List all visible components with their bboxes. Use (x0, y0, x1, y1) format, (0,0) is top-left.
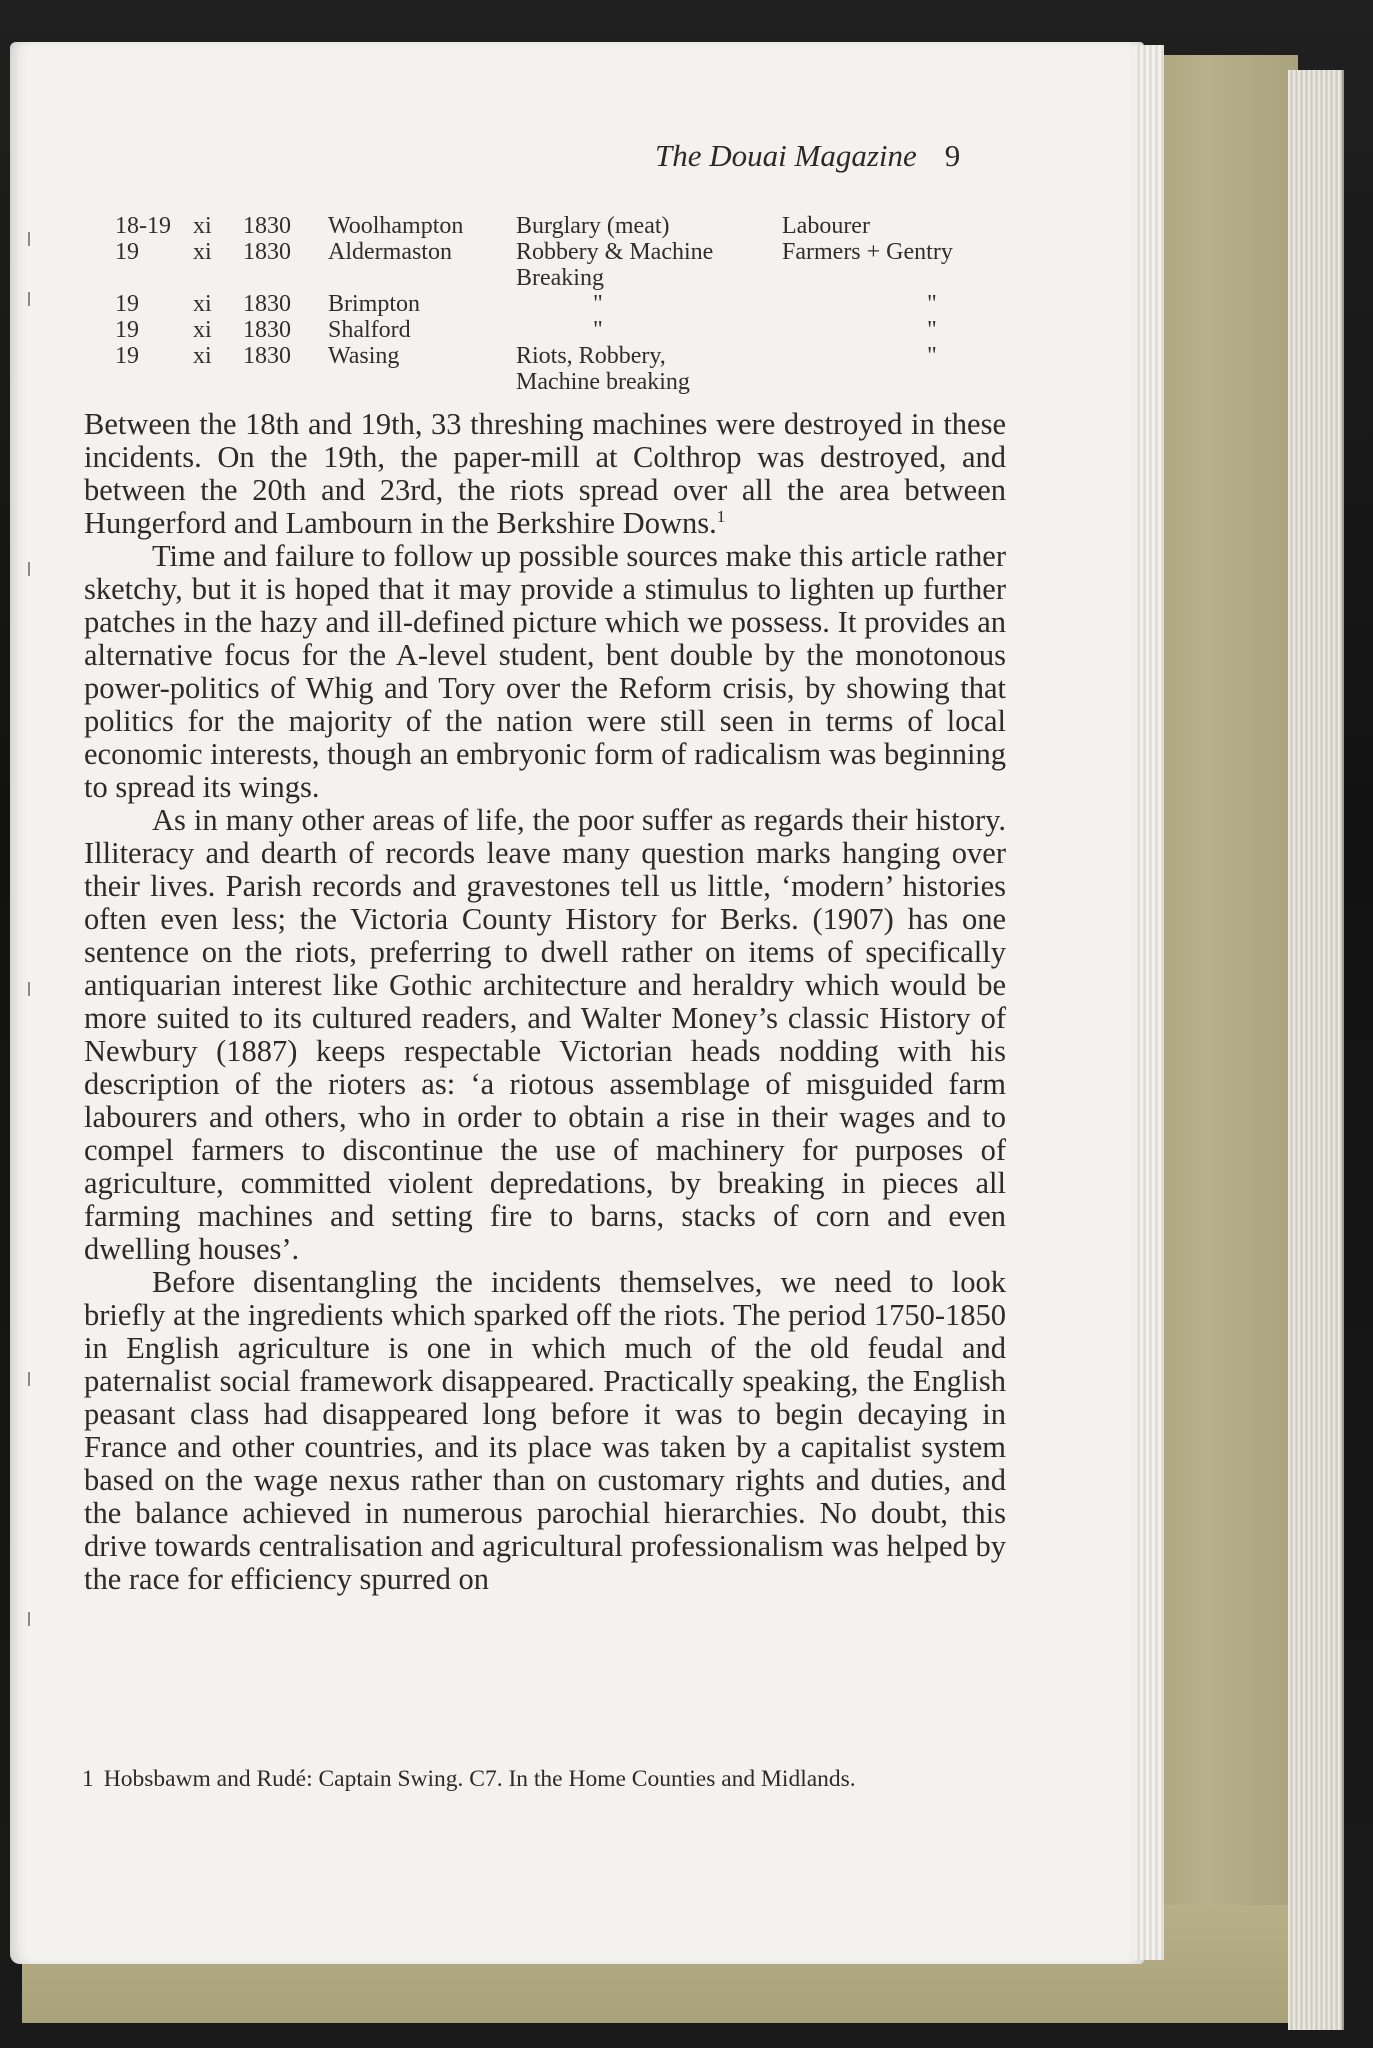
row-date: 19 (115, 291, 139, 317)
row-year: 1830 (243, 317, 291, 343)
row-month: xi (193, 291, 212, 317)
row-victims: Farmers + Gentry (782, 239, 953, 265)
page-number: 9 (944, 138, 961, 173)
row-year: 1830 (243, 239, 291, 265)
running-header (655, 138, 960, 174)
row-place: Brimpton (328, 291, 421, 317)
page-edges (1288, 70, 1344, 2030)
incidents-table (115, 213, 1015, 395)
footnote (82, 1766, 856, 1793)
row-crime-ditto: " (593, 291, 603, 317)
table-row (115, 343, 1015, 395)
row-crime: Burglary (meat) (516, 213, 670, 239)
row-date: 19 (115, 343, 139, 369)
row-victims: Labourer (782, 213, 870, 239)
row-year: 1830 (243, 343, 291, 369)
footnote-mark: 1 (82, 1766, 94, 1792)
row-crime-continued: Breaking (516, 265, 604, 291)
table-row (115, 317, 1015, 343)
paragraph-text: Between the 18th and 19th, 33 threshing machines were destroyed in these incidents. On the 19th, the paper-mill at Colthrop was destroyed, and between the 20th and 23rd, the riots spread over all the area between Hungerford and Lambourn in the Berkshire Downs. (84, 407, 1006, 540)
gutter-mark (28, 1372, 30, 1386)
paragraph: As in many other areas of life, the poor suffer as regards their history. Illiteracy and dearth of records leave many question marks hanging over their lives. Parish records and gravestones tell us little, ‘modern’ histories often even less; the Victoria County History for Berks. (1907) has one sentence on the riots, preferring to dwell rather on items of specifically antiquarian interest like Gothic architecture and heraldry which would be more suited to its cultured readers, and Walter Money’s classic History of Newbury (1887) keeps respectable Victorian heads nodding with his description of the rioters as: ‘a riotous assemblage of misguided farm labourers and others, who in order to obtain a rise in their wages and to compel farmers to discontinue the use of machinery for purposes of agriculture, committed violent depredations, by breaking in pieces all farming machines and setting fire to barns, stacks of corn and even dwelling houses’. (84, 803, 1006, 1266)
row-year: 1830 (243, 291, 291, 317)
row-place: Aldermaston (328, 239, 452, 265)
gutter-mark (28, 562, 30, 576)
gutter-mark (28, 1612, 30, 1626)
row-crime-continued: Machine breaking (516, 369, 690, 395)
row-place: Wasing (328, 343, 400, 369)
row-month: xi (193, 343, 212, 369)
row-place: Woolhampton (328, 213, 464, 239)
row-victims-ditto: " (927, 317, 937, 343)
table-row (115, 239, 1015, 291)
row-month: xi (193, 317, 212, 343)
row-crime: Robbery & Machine (516, 239, 714, 265)
footnote-reference: 1 (716, 506, 726, 526)
row-date: 19 (115, 239, 139, 265)
paragraph: Time and failure to follow up possible sources make this article rather sketchy, but it is hoped that it may provide a stimulus to lighten up further patches in the hazy and ill-defined picture which we possess. It provides an alternative focus for the A-level student, bent double by the monotonous power-politics of Whig and Tory over the Reform crisis, by showing that politics for the majority of the nation were still seen in terms of local economic interests, though an embryonic form of radicalism was beginning to spread its wings. (84, 539, 1006, 804)
table-row (115, 291, 1015, 317)
row-crime-ditto: " (593, 317, 603, 343)
table-row (115, 213, 1015, 239)
gutter-mark (28, 292, 30, 306)
paragraph (84, 408, 1006, 540)
row-date: 18-19 (115, 213, 171, 239)
page-stack-edge (1134, 45, 1164, 1960)
footnote-text: Hobsbawm and Rudé: Captain Swing. C7. In the Home Counties and Midlands. (103, 1766, 856, 1792)
magazine-title: The Douai Magazine (655, 138, 917, 173)
row-month: xi (193, 239, 212, 265)
row-victims-ditto: " (927, 343, 937, 369)
row-month: xi (193, 213, 212, 239)
gutter-mark (28, 982, 30, 996)
row-year: 1830 (243, 213, 291, 239)
gutter-mark (28, 232, 30, 246)
row-date: 19 (115, 317, 139, 343)
row-place: Shalford (328, 317, 411, 343)
article-body (84, 408, 1006, 1596)
paragraph: Before disentangling the incidents themselves, we need to look briefly at the ingredients which sparked off the riots. The period 1750-1850 in English agriculture is one in which much of the old feudal and paternalist social framework disappeared. Practically speaking, the English peasant class had disappeared long before it was to begin decaying in France and other countries, and its place was taken by a capitalist system based on the wage nexus rather than on customary rights and duties, and the balance achieved in numerous parochial hierarchies. No doubt, this drive towards centralisation and agricultural professionalism was helped by the race for efficiency spurred on (84, 1265, 1006, 1596)
row-crime: Riots, Robbery, (516, 343, 666, 369)
row-victims-ditto: " (927, 291, 937, 317)
